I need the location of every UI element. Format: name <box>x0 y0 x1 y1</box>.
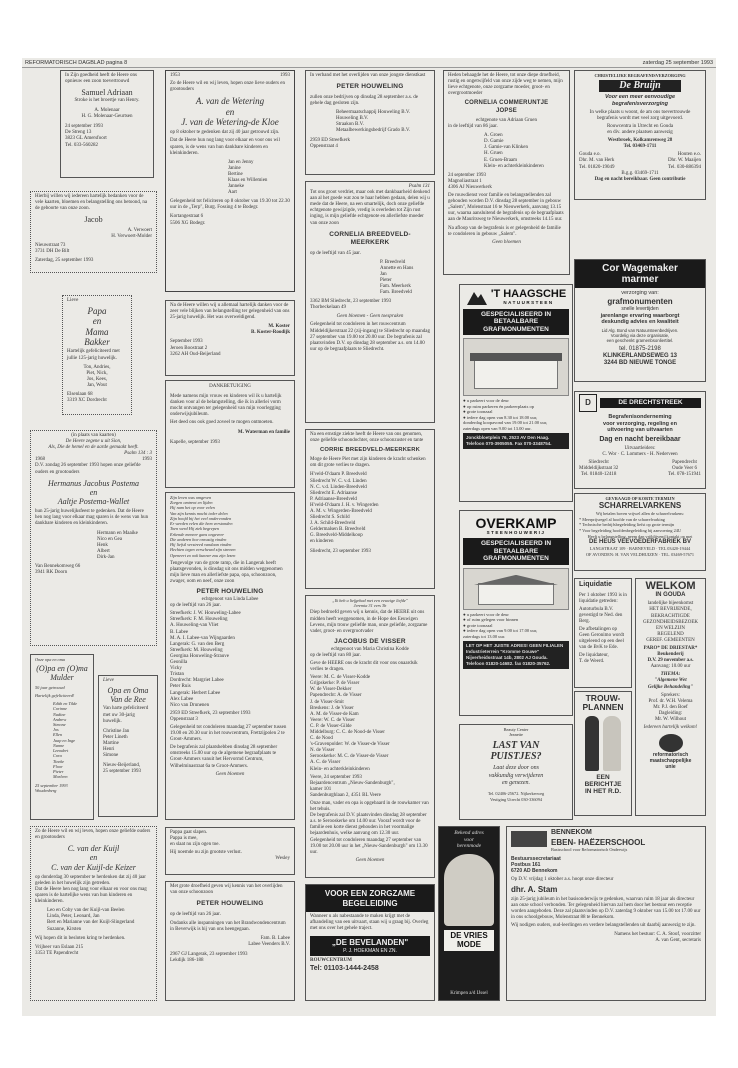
deceased-name: JACOBUS DE VISSER <box>334 637 406 645</box>
deceased-name: PETER HOUWELING <box>336 83 404 91</box>
names: M. Koster B. Koster-Roodijk <box>251 324 290 336</box>
age: op de leeftijd van 45 jaar. <box>310 250 361 256</box>
body-text: Laat deze door ons vakkundig verwijderen en genezen. <box>488 765 544 787</box>
brand-name: OVERKAMP <box>475 515 557 531</box>
ad-cornelia-breedveld <box>305 181 435 423</box>
birth-text: In Zijn goedheid heeft de Heere ons opnieuw een zoon toevertrouwd <box>65 73 137 85</box>
brand-name: Cor Wagemaker marmer <box>575 260 705 288</box>
rouwcentrum-label: ROUWCENTRUM <box>310 958 352 964</box>
ad-dankbetuiging <box>165 380 295 488</box>
ad-van-de-wetering <box>165 70 295 292</box>
announcement-text: Diep bedroefd geven wij u kennis, dat de HEERE uit ons midden heeft weggenomen, in de Hope des Eeuwigen Levens, mijn trouw geliefde man, onze geliefde, zorgzame vader, groot- en overgrootvader <box>310 610 428 634</box>
conditions: * Meerprijsregel al hoofde van de scharrelvarking * Technische bedrijfsbegeleiding liefst op grote termijn * Voor begeleiding hoofdenbegeleiding bij aanvoering 24U <box>579 517 681 533</box>
couple-name: C. van der Kuijl en C. van der Kuijl-de Keizer <box>51 844 136 872</box>
banner: GESPECIALISEERD IN BETAALBARE GRAFMONUMENTEN <box>463 538 569 564</box>
family-list: H'veld-O'daam P. Breedveld Sliedrecht W. C. v.d. Linden N. C. v.d. Linden-Breedveld Sliedrecht E. Adriaanse P. Adriaanse-Breedveld H'veld-O'daam J. H. v. Wingerden A. M. v. Wingerden-Breedveld Sliedrecht S. Schild J. A. Schild-Breedveld Geldermalsen B. Breedveld G. Breedveld-Middelkoop en kinderen <box>310 472 379 545</box>
greeting: Onze opa en oma <box>35 657 65 662</box>
headline: WELKOM <box>645 580 696 592</box>
bride-figure-icon <box>603 716 621 771</box>
invitation-text: Wij nodigen ouders, oud-leerlingen en verdere belangstellenden uit daarbij aanwezig te zijn. <box>511 923 696 929</box>
notice: (in plaats van kaarten) <box>71 433 116 438</box>
location: Krimpen a/d IJssel <box>450 990 488 996</box>
ad-cornelia-jopse <box>443 70 570 275</box>
ad-de-bruijn <box>574 70 706 200</box>
heading: GEVRAAGD OP KORTE TERMIJN <box>605 496 675 501</box>
intro-text: Zo de Heere wil en wij leven, hopen onze lieve ouders en grootouders <box>170 81 285 93</box>
secretariat-address: Bestuurssecretariaat Postbus 161 6720 AD Bennekom <box>511 855 561 874</box>
location-papendrecht: Papendrecht Oude Veer 6 Tel. 078-151941 <box>668 459 701 478</box>
children: Leo en Coby van der Kuijl-van Beelen Linda, Peter, Leonard, Jan Bert en Marianne van der Kuijl-Slingerland Suzanne, Kirsten <box>47 908 135 932</box>
spouse-note: echtgenoot van Maria Christina Kodde <box>331 646 409 652</box>
headline: LAST VAN PUISTJES? <box>490 740 542 763</box>
ad-peter-houweling <box>165 492 295 820</box>
contact-line: Heeft u belangstelling, neem dan vrijblijvend kontakt op met <box>587 533 693 539</box>
parents: A. Molenaar H. G. Molenaar-Geurtsen <box>81 108 133 120</box>
announcement-text: Tot ons groot verdriet, maar ook met dankbaarheid denkend aan al het goede wat zou te haar hebben gedaan, delen wij u mede dat de Heere, na een smartelijk, doch onze geliefde echtgenote gewijzigde, vredig is overleden tot Zijn rust inging, is mijn geliefde echtgenote en allerliefste moeder van onze zoon <box>310 190 430 226</box>
deceased-name: CORRIE BREEDVELD-MEERKERK <box>319 447 420 454</box>
business-name: Beauty Center Jeanette <box>503 727 529 738</box>
welcome-text: Iedereen hartelijk welkom! <box>643 725 698 731</box>
funeral-text: De begrafenis zal D.V. plaatsvinden dinsdag 28 september a.s. te Serooskerke om 14.00 uur. Vooraf wordt voor de familie een korte dienst gehouden in het voormalige bejaardenhuis, welke aanvang om 12.30 uur. <box>310 813 427 837</box>
spouse-note: echtgenoot van Linda Labee <box>201 597 259 603</box>
ad-jacob <box>30 191 157 273</box>
date: Zaterdag, 25 september 1993 <box>35 258 94 264</box>
location-sliedrecht: Sliedrecht Middeldijkstraat 32 Tel. 01840-12418 <box>579 459 619 478</box>
age: op de leeftijd van 80 jaar. <box>310 652 361 658</box>
backup-phone: B.g.g. 03469-1711 <box>621 170 659 176</box>
couple-name: Hermanus Jacobus Postema en Aaltje Postema-Wallet <box>47 478 140 507</box>
no-flowers: Geen bloemen <box>492 239 521 245</box>
verse-reference: Psalm 134 : 3 <box>124 451 152 457</box>
school-name: EBEN- HAËZERSCHOOL <box>551 837 646 847</box>
body-text: Wij betalen boven vrijwel allen de scharrelvarkens: <box>595 510 685 516</box>
building-image <box>463 568 569 610</box>
ad-papa-mama-bakker <box>62 295 132 415</box>
school-type: Basisschool voor Reformatorisch Onderwijs <box>551 847 628 853</box>
brand-tagline: NATUURSTEEN <box>503 299 554 305</box>
call-to-action: EEN BERICHTJE IN HET R.D. <box>584 773 622 796</box>
bible-verse: „Ik heb u liefgehad met een eeuwige liefde" Jeremia 31 vers 3b <box>332 598 408 609</box>
phone: Tel. 02406-25672. Nijkerkerweg <box>487 791 545 797</box>
brand-tagline: STEENHOUWERIJ <box>486 530 546 535</box>
branch: Vestiging Utrecht 030-336094 <box>489 796 543 802</box>
no-flowers: Geen bloemen <box>215 771 245 777</box>
sub-text: Hij noemde nu zijn grootste verlust. <box>170 850 242 856</box>
signature: De liquidateur, T. de Weerd. <box>579 653 609 665</box>
names: Fam. B. Labee Labee Veenders B.V. <box>248 936 290 948</box>
theme: THEMA: "Algemene Wet Gelijke Behandeling" <box>647 672 694 690</box>
funeral-text: De begrafenis zal plaatshebben dinsdag 28 september omstreeks 15.00 uur op de algemene begraafplaats te Groot-Ammers vanuit het Hervormd Centrum, Wilhelminastraat 6a te Groot-Ammers. <box>170 745 278 769</box>
ad-koster <box>165 300 295 376</box>
reception-text: Gelegenheid tot feliciteren op 8 oktober van 19.30 tot 22.30 uur in de „Terp", Burg. Fossing 4 te Bodegr. <box>170 199 290 211</box>
condolence-text: Na afloop van de begrafenis is er gelegenheid de familie te condoleren in gebouw „Salem". <box>448 225 561 237</box>
poem: Zijn leven was omgeven Zorgen omtrent en lijden Hij nam het op voor velen Van zijn kennis mocht ieder delen Zijn hoofd bij het veel ondervonden Er werden velen die hem verstonden Toen werd Hij ziek begrepen Erkende meneer gans ongeveer Die anderen hoe onrustig vinden Hij liefstl verstreed vandaan vinden Hechten tegen verscheurd zijn strenen Openeert zo ook kunner zou zijn lezen <box>170 495 236 558</box>
ad-jacobus-de-visser <box>305 595 435 878</box>
address: Nieuwstraat 73 3731 DH De Bilt <box>35 243 70 255</box>
date-address: 3362 BM Sliedrecht, 23 september 1993 Thorbeckelaan 49 <box>310 299 392 311</box>
congrats-text: Van harte gefeliciteerd met uw 30-jarig huwelijk. <box>103 706 149 724</box>
ad-van-der-kuijl <box>30 826 157 1001</box>
newspaper-page <box>22 58 716 1016</box>
thanks-text-2: Het deed ons ook goed zoveel te mogen ontmoeten. <box>170 420 274 426</box>
family-list: Veere: M. C. de Visser-Kodde Grijpskerke: P. de Visser W. de Visser-Dekker Papendrecht: A. de Visser J. de Visser-Smit Breskens: J. de Visser A. M. de Visser-de Kam Veere: W. C. de Visser C. P. de Visser-Gilde Middelburg: C. C. de Nood-de Visser C. de Nood 's-Gravenpolder: W. de Visser-de Visser N. de Visser Serooskerke: M. C. de Visser-de Visser A. C. de Visser Klein- en achterkleinkinderen <box>310 675 390 772</box>
intro-text: Zo de Heere wil en wij leven, hopen onze geliefde ouders en grootouders <box>35 829 151 841</box>
year-end: 1993 <box>142 457 152 463</box>
body-text: hun 25-jarig huwelijksfeest te gedenken. Dat de Heere hen nog lang voor elkaar mag sparen is de wens van hun dankbare kinderen en kleinkinderen. <box>35 509 149 527</box>
date: Sliedrecht, 23 september 1993 <box>310 548 371 554</box>
age: op de leeftijd van 26 jaar. <box>170 603 221 609</box>
body-text: In welke plaats u woont, de am ons toevertrouwde begrafenis wordt met veel zorg uitgevoerd. <box>589 109 691 121</box>
brand-sub: P. J. HOEKMAN EN ZN. <box>343 948 397 955</box>
body-text: Moge de Heere Piet met zijn kinderen de kracht schenken om dit grote verlies te dragen. <box>310 457 426 469</box>
address: LANGSTRAAT 109 · BARNEVELD · TEL 03420-19444 OF AVONDEN: H. VAN VELDHUIZEN · TEL. 03469-57671 <box>585 546 695 557</box>
address: Jeroen Boostraat 2 3262 AH Oud-Beijerland <box>170 345 221 357</box>
no-flowers: Geen bloemen <box>355 857 385 863</box>
headline: Voor een meer eenvoudige begrafenisverzorging <box>604 94 676 108</box>
address: LET OP HET JUISTE ADRES! GEEN FILIALEN Industrieterrein "Kromme Gouwe" Nijverheidsstraat 14b, 2802 AJ Gouda. Telefoon 01820-14682. fax 01820-35762. <box>463 641 569 668</box>
info-bullets: ● u parkeert voor de deur ● of ruim gelegen voor binnen ● grote toonzaal ● iedere dag open van 9.00 tot 17.00 uur, zaterdags tot 13.00 uur. <box>463 611 538 639</box>
couple-name: Opa en Oma Van de Ree <box>107 686 149 705</box>
funeral-text: De rouwdienst voor familie en belangstellenden zal gehouden worden D.V. dinsdag 28 september in gebouw „Salem", Molenstraat 16 te Nieuwerkerk, aanvang 13.15 uur, waarna aansluitend de begrafenis op de begraafplaats aan de Mauritsweg te Nieuwerkerk, omstreeks 14.15 uur. <box>448 193 564 223</box>
company: Autoturbula B.V. <box>579 606 614 612</box>
thanks-text: Na de Heere willen wij u allemaal hartelijk danken voor de zeer vele blijken van belangstelling ter gelegenheid van ons 25-jarig huwelijk. Het was overweldigend. <box>170 303 290 321</box>
date: Kapelle, september 1993 <box>170 439 220 445</box>
note: Geen bloemen - Geen toespraken <box>336 314 404 320</box>
ad-de-drechtstreek <box>574 391 706 489</box>
page-header-date: zaterdag 25 september 1993 <box>642 60 713 66</box>
body-text: op donderdag 30 september te herdenken dat zij 40 jaar geleden in het huwelijk zijn getreden. <box>35 874 146 886</box>
ad-de-heus <box>574 493 706 571</box>
model-photo <box>444 854 494 926</box>
service: grafmonumenten <box>607 296 673 306</box>
page-header-left: REFORMATORISCH DAGBLAD pagina 8 <box>25 60 128 66</box>
couple-name: A. van de Wetering en J. van de Wetering-de Kloe <box>181 96 279 127</box>
location: gevestigd te Ned. den Berg. <box>579 612 623 624</box>
contact-gouda: Gouda e.o. Dhr. M. van Herk Tel. 01820-19049 <box>579 152 615 170</box>
greeting: Lieve <box>103 678 114 683</box>
sub-headline: IN GOUDA <box>655 592 686 598</box>
children: Jan en Jenny Janine Bertine Klaas en Willemien Janneke Aart <box>228 159 268 196</box>
info-bullets: ● u parkeert voor de deur ● op ruim parkeren én parkeerplaats op ● grote toonzaal ● iedere dag open van 8.30 tot 18.00 uur, donderdag koopavond van 19.00 tot 21.00 uur, zaterdags open van 9.00 tot 13.00 uur. <box>463 398 548 431</box>
organizer: reformatorisch maatschappelijke unie <box>649 752 692 771</box>
announcement-text: Heden behaagde het de Heere, tot onze diepe droefheid, rustig en ongetwijfeld van onze zijde weg te nemen, mijn lieve echtgenote, onze zorgzame moeder, groot- en overgrootmoeder <box>448 73 563 97</box>
deceased-name: PETER HOUWELING <box>196 588 264 596</box>
ad-liquidatie <box>574 578 632 688</box>
ad-wesley <box>165 827 295 875</box>
board-signature: Namens het bestuur: C. A. Stoof, voorzitter A. van Gent, secretaris <box>614 932 701 944</box>
body-text: Onze man, vader en opa is opgebaard in de rouwkamer van het tehuis. <box>310 801 429 813</box>
couple-name: (O)pa en (O)ma Mulder <box>36 664 88 683</box>
school-logo-icon <box>511 831 547 847</box>
groom-figure-icon <box>585 716 599 771</box>
delivery-note: snelle levertijden <box>621 306 659 313</box>
condolence-text: Gelegenheid tot condoleren maandag 27 september tussen 19.00 en 20.30 uur in het rouwcentrum, Frettzijpolen 2 te Groot-Ammers. <box>170 724 287 743</box>
funeral-text: Gelegenheid tot condoleren in het rouwcentrum Middeldijkerstraat 22 (zij-ingang) te Sliedrecht op maandag 27 september van 19.00 tot 20.00 uur. De begrafenis zal plaatsvinden D.V. op dinsdag 28 september a.s. om 14.00 uur op de begraafplaats te Sliedrecht. <box>310 322 430 352</box>
heading: DANKBETUIGING <box>209 384 251 389</box>
closing-text: zullen onze bedrijven op dinsdag 28 september a.s. de gehele dag gesloten zijn. <box>310 95 419 107</box>
showroom-image <box>463 338 569 396</box>
year-start: 1968 <box>35 457 45 463</box>
sub-text: 50 jaar getrouwd <box>35 684 65 690</box>
children: Ton, Andries, Piet, Nick, Jos, Kees, Jan, Wout <box>83 364 111 388</box>
age: in de leeftijd van 86 jaar. <box>448 124 498 130</box>
headline: VOOR EEN ZORGZAME BEGELEIDING <box>306 885 434 912</box>
ad-welkom-gouda <box>635 578 706 816</box>
heading: CHRISTELIJKE BEGRAFENISVERZORGING <box>594 73 686 78</box>
address: Elsenlaan 68 3319 XC Dordrecht <box>67 392 107 404</box>
footer: Dag en nacht bereikbaar. Geen contributie <box>594 176 686 182</box>
grandchildren: Christine Jan Peter Lineth Martine Henri Simone <box>103 728 130 759</box>
spouse-note: echtgenote van Adriaan Gruen <box>476 118 537 123</box>
family-list: Streefkerk: J. W. Houweling-Labee Streefkerk: F. M. Houweling A. Houweling-van Vliet B. Labee M. A. I. Labee-van Wijngaarden Langerak: G. van den Berg Streefkerk: M. Houweling Georgina Houweling-Strauve Geonilla Vicky Tristan Dordrecht: Margriet Labee Peter Ruis Langerak: Herbert Labee Alex Labee Nico van Drunenen <box>170 611 241 708</box>
services: Begrafenisonderneming voor verzorging, regeling en uitvoering van uitvaarten <box>603 414 677 434</box>
companies: Beheermaatschappij Houweling B.V. Houweling B.V. Straakon B.V. Metaalbewerkingsbedrijf Grado B.V. <box>336 110 411 134</box>
date: 25 september 1993 Woudenberg <box>35 782 68 793</box>
headline: Liquidatie <box>579 581 613 588</box>
ad-eben-haezerschool <box>506 826 706 1001</box>
deceased-name: PETER HOUWELING <box>196 900 264 908</box>
brand-name: DE VRIES MODE <box>444 930 494 951</box>
leaders: Uitvaartleiders: C. Wor · C. Lommers - H. Nederveen <box>602 445 678 457</box>
jubilee-text: zijn 25-jarig jubileum in het basisonderwijs te gedenken, waarvan ruim 18 jaar als directeur aan onze school verbonden. Ter gelegenheid hiervan zal hem door het bestuur een receptie worden aangeboden. Deze zal plaatsvinden op D.V. zaterdag 9 oktober van 15.00 tot 17.00 uur in ons schoolgebouw, Molenstraat 88 te Bennekom. <box>511 896 701 920</box>
contact-houten: Houten e.o. Dhr. W. Maaijen Tel. 030-886394 <box>667 152 701 170</box>
ad-postema <box>30 430 157 646</box>
page-header <box>22 58 716 68</box>
experience-text: jarenlange ervaring waarborgt deskundig advies en kwaliteit <box>600 312 680 326</box>
deceased-name: CORNELIA BREEDVELD- MEERKERK <box>329 230 411 246</box>
start-time: Aanvang: 10.00 uur <box>650 664 691 670</box>
banner: GESPECIALISEERD IN BETAALBARE GRAFMONUMENTEN <box>463 309 569 335</box>
ad-mulder <box>30 654 94 820</box>
grandchildren: Edith en Tilde Corinne Nadine Andrew Simone Jos Ellen Jaap en Inge Nanne Leendert Cora Tineke Floor Pieter Marleen <box>53 701 78 780</box>
ad-t-haagsche <box>459 284 573 502</box>
headline: TROUW- PLANNEN <box>582 693 624 712</box>
town: BENNEKOM <box>551 829 592 836</box>
signature: Wesley <box>275 856 290 862</box>
date-address: Veere, 24 september 1993 Bejaardencentrum „Nieuw-Sandenburgh", kamer 101 Sandenburghlaan 2, 4351 BL Veere <box>310 774 395 798</box>
body-text: Per 1 oktober 1993 is in liquidatie getreden: <box>579 592 627 604</box>
verse-reference: Psalm 131 <box>408 184 430 189</box>
deceased-name: CORNELIA COMMERUNTJE JOPSE <box>464 100 549 114</box>
date: 24 september 1993 <box>65 124 104 130</box>
greeting: Lieve <box>67 298 79 303</box>
address: Jonckbloetplein 76, 2523 AV Den Haag. Telefoon 070-3905055. Fax 070-3348754. <box>463 433 569 449</box>
baby-name: Samuel Adriaan <box>81 88 133 98</box>
venue: PARO* DE DRIESTAR* Beukenderij D.V. 29 november a.s. <box>643 645 698 664</box>
baby-name: Jacob <box>84 215 103 225</box>
ad-houweling-bedrijven <box>305 70 435 175</box>
body-text: Ondanks alle inspanningen van het Brandwondencentrum in Beverwijk is hij van ons heengegaan. <box>170 921 286 933</box>
congrats-text: Hartelijk gefeliciteerd! <box>35 692 75 698</box>
year-start: 1953 <box>170 73 180 78</box>
year-end: 1993 <box>280 73 290 78</box>
headline: SCHARRELVARKENS <box>598 501 682 511</box>
thanks-text: Mede namens mijn vrouw en kinderen wil ik u hartelijk danken voor al de belangstelling, die ik in allerlei vorm mocht ontvangen ter gelegenheid van mijn voorlegging onderwijsjubileum. <box>170 394 282 418</box>
date: Nieuw-Beijerland, 25 september 1993 <box>103 763 142 775</box>
parents: A. Verwoert H. Verwoert-Molder <box>111 228 152 240</box>
ad-trouwplannen <box>574 691 632 816</box>
mountain-logo-icon <box>466 288 488 306</box>
signature: M. Waterman en familie <box>237 429 290 435</box>
ad-van-de-ree <box>98 675 158 817</box>
ad-de-bevelanden <box>305 884 435 1001</box>
body-text: Wanneer u als nabestaande te maken krijgt met de afhandeling van een uitvaart, staan wij u graag bij. Overleg met ons over het gehele traject. <box>310 914 429 932</box>
rmu-logo-icon <box>659 734 683 752</box>
poem: Pappa gaat slapen. Pappa is mee, en slaat nu zijn ogen toe. <box>170 830 220 848</box>
address: Kortangestraat 6 5506 XG Bodegr. <box>170 214 206 226</box>
locations: Rouwcentra in Utrecht en Gouda en div. andere plaatsen aanwezig <box>606 124 674 136</box>
announcement-text: Met grote droefheid geven wij kennis van het overlijden van onze schoonzoon <box>170 884 283 896</box>
ad-corrie-breedveld <box>305 429 435 589</box>
ad-peter-houweling-labee <box>165 881 295 1001</box>
tagline: Bekend adres voor herenmode <box>454 830 484 850</box>
brand-name: DE DRECHTSTREEK <box>600 398 701 408</box>
wish-text: Dat de Heere hun nog lang voor elkaar en voor ons wil sparen, is de wens van hun dankbare kinderen en kleinkinderen. <box>170 138 280 156</box>
phone: Tel: 01103-1444-2458 <box>310 965 379 973</box>
date-address: 2967 GJ Langerak, 23 september 1993 Lekdijk 186-188 <box>170 951 248 963</box>
ad-de-vries-mode <box>438 826 500 1001</box>
phone: tel. 01875-2198 <box>619 345 661 352</box>
congrats-text: Hartelijk gefeliciteerd met jullie 125-jarig huwelijk. <box>67 349 120 361</box>
address: 2959 ED Streefkerk Oppenstraat 4 <box>310 137 350 149</box>
family-list: A. Groen D. Gamie J. Gamie-van Klinken H. Gruen E. Gruen-Braam Klein- en achterkleinkinderen <box>484 133 544 169</box>
event-description: landelijke bijeenkomst HET BEVRIJENDE, BEKRACHTIGDE GEZONDHEIDSBEZOEK EN WELZIJN REGELEND GEREF. GEMEENTEN <box>643 601 698 643</box>
wish-text: Dat de Heere hen nog lang voor elkaar en voor ons mag sparen is de hartelijke wens van hun kinderen en kleinkinderen. <box>35 886 147 905</box>
bible-verse: De Heere zegene u uit Sion, Als, Die de hemel en de aarde gemaakt heeft. <box>48 439 139 451</box>
dd-logo-icon: D <box>579 394 597 412</box>
date: September 1993 <box>170 339 203 345</box>
announcement-text: Na een ernstige ziekte heeft de Heere van ons genomen, onze geliefde schoondochter, onze schoonzuster en tante <box>310 432 424 444</box>
date-address: 2959 ED Streefkerk, 23 september 1993 Oppenstraat 3 <box>170 710 251 722</box>
notice-text: De afbetalingen op Geen Geronimo wordt uitgeleend op een deel van de BvK te Ede. <box>579 627 624 651</box>
brand-name: „DE BEVELANDEN" <box>331 938 409 948</box>
family-list: P. Breedveld Annette en Hans Jan Pieter Fam. Meerkerk Fam. Breedveld <box>380 259 414 296</box>
address: KLINKERLANDSEWEG 13 3244 BD NIEUWE TONGE <box>602 352 677 367</box>
address: Vrijheer van Eslaan 215 3353 TE Papendrecht <box>35 944 84 956</box>
brand-name: De Bruijn <box>599 80 681 92</box>
announcement-text: D.V. zondag 26 september 1993 hopen onze geliefde ouders en grootouders <box>35 463 141 475</box>
address: De Streng 13 3823 GL Amersfoort Tel. 033-560282 <box>65 130 107 148</box>
body-text: op 8 oktober te gedenken dat zij 40 jaar getrouwd zijn. <box>170 130 280 136</box>
date-address: 24 september 1993 Magnoliastraat 1 4306 AJ Nieuwerkerk <box>448 172 492 190</box>
intro-text: In verband met het overlijden van onze jongste dienstkast <box>310 73 426 78</box>
brand-name: 'T HAAGSCHE <box>490 287 567 300</box>
address: Van Bennekomweg 66 3941 RK Doorn <box>35 563 81 576</box>
director-name: dhr. A. Stam <box>511 884 558 894</box>
membership-text: Lid Alg. Bond van Natuursteenbedrijven. Voordelig via deze organisatie, een geschenkt gramenbsonliertitel. <box>601 327 679 344</box>
availability: Dag en nacht bereikbaar <box>599 436 681 444</box>
couple-name: Papa en Mama Bakker <box>84 306 110 348</box>
ad-samuel-adriaan <box>60 70 154 178</box>
children: Hermann en Maaike Nico en Gea Henk Albert Dirk-Jan <box>97 530 138 560</box>
ad-overkamp <box>459 510 573 716</box>
address: Westbroek, Kolkamrenweg 28 Tel. 03469-1711 <box>607 138 673 150</box>
ad-cor-wagemaker <box>574 259 706 382</box>
ad-beauty-center <box>459 724 573 820</box>
speakers: Sprekers: Prof. dr. W.H. Velema Mr. P.J. den Boef Dagleiding: Mr. W. Wilhout <box>648 692 693 722</box>
sub-heading: verzorging van: <box>621 290 659 296</box>
thanks-text: Hierbij willen wij iedereen hartelijk bedanken voor de vele kaarten, bloemen en belangstelling ons betoond, na de geboorte van onze zoon. <box>35 194 148 212</box>
condolence-text: Gelegenheid tot condoleren maandag 27 september van 19.00 tot 20.00 uur in het „Nieuw-Sandenburgh" om 13.30 uur. <box>310 837 428 855</box>
age: op de leeftijd van 26 jaar. <box>170 912 221 918</box>
brand-name: DE HEUS VEEVOEDERFABRIEK BV <box>588 539 692 546</box>
announcement-text: Tengevolge van de grote ramp, die in Langerak heeft plaatsgevonden, is dinsdag uit ons midden weggenomen mijn lieve man en allerliefste papa, opa, schoonzoon, zwager, oom en neef, onze zoon <box>170 560 283 585</box>
sibling-note: Stroke is het broertje van Henry. <box>74 97 140 103</box>
wish-text: Geve de HEERE ons de kracht dit voor ons onaardsik verlies te dragen. <box>310 660 418 673</box>
intro-text: Op D.V. vrijdag 1 oktober a.s. hoopt onze directeur <box>511 876 614 882</box>
closing-text: Wij hopen dit in besloten kring te herdenken. <box>35 935 126 941</box>
